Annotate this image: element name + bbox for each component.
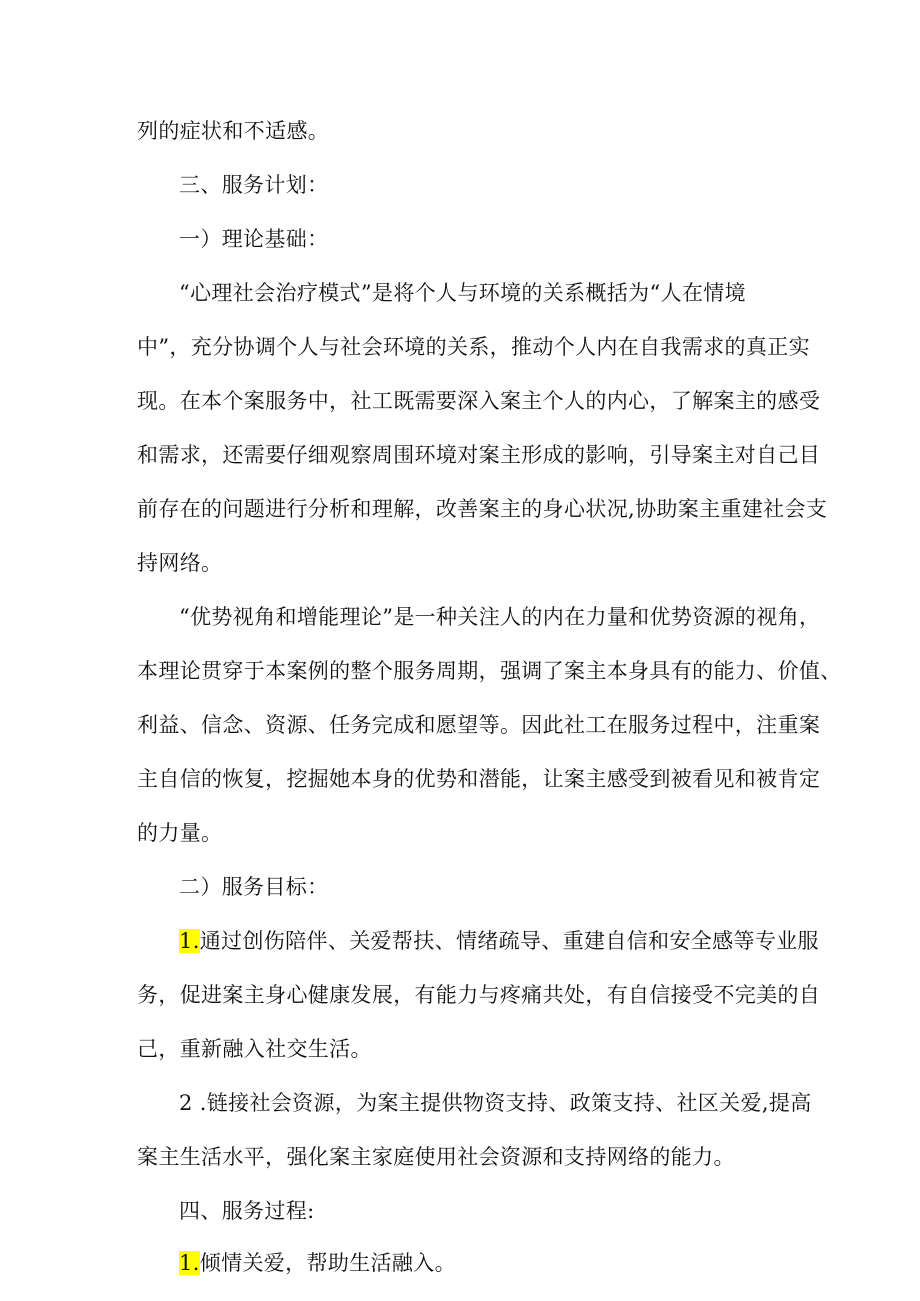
paragraph-line: 的力量。	[137, 821, 223, 845]
paragraph-line: 持网络。	[137, 551, 223, 575]
subsection-heading-goals: 二）服务目标：	[179, 875, 329, 899]
paragraph-line: 现。在本个案服务中，社工既需要深入案主个人的内心，了解案主的感受	[137, 389, 821, 413]
paragraph-line: 和需求，还需要仔细观察周围环境对案主形成的影响，引导案主对自己目	[137, 443, 821, 467]
text-line: 列的症状和不适感。	[137, 119, 330, 143]
highlighted-list-marker: 1.	[179, 929, 200, 953]
section-heading-service-plan: 三、服务计划：	[179, 173, 329, 197]
paragraph-line: “心理社会治疗模式”是将个人与环境的关系概括为“人在情境	[179, 281, 747, 305]
paragraph-line: 前存在的问题进行分析和理解，改善案主的身心状况,协助案主重建社会支	[137, 497, 828, 521]
paragraph-line: 己，重新融入社交生活。	[137, 1037, 372, 1061]
paragraph-line: 案主生活水平，强化案主家庭使用社会资源和支持网络的能力。	[137, 1145, 735, 1169]
paragraph-line: 主自信的恢复，挖掘她本身的优势和潜能，让案主感受到被看见和被肯定	[137, 767, 821, 791]
list-item-process-1: 1.倾情关爱，帮助生活融入。	[179, 1251, 456, 1275]
section-heading-service-process: 四、服务过程:	[179, 1199, 315, 1223]
list-item-goal-1: 1.通过创伤陪伴、关爱帮扶、情绪疏导、重建自信和安全感等专业服	[179, 929, 819, 953]
subsection-heading-theory: 一）理论基础：	[179, 227, 329, 251]
list-item-goal-2: 2 .链接社会资源，为案主提供物资支持、政策支持、社区关爱,提高	[179, 1091, 812, 1115]
paragraph-line: “优势视角和增能理论”是一种关注人的内在力量和优势资源的视角，	[179, 605, 821, 629]
highlighted-list-marker: 1.	[179, 1251, 200, 1275]
paragraph-line: 中”，充分协调个人与社会环境的关系，推动个人内在自我需求的真正实	[137, 335, 810, 359]
paragraph-line: 务，促进案主身心健康发展，有能力与疼痛共处，有自信接受不完美的自	[137, 983, 821, 1007]
paragraph-line: 利益、信念、资源、任务完成和愿望等。因此社工在服务过程中，注重案	[137, 713, 821, 737]
paragraph-line: 本理论贯穿于本案例的整个服务周期，强调了案主本身具有的能力、价值、	[137, 659, 842, 683]
